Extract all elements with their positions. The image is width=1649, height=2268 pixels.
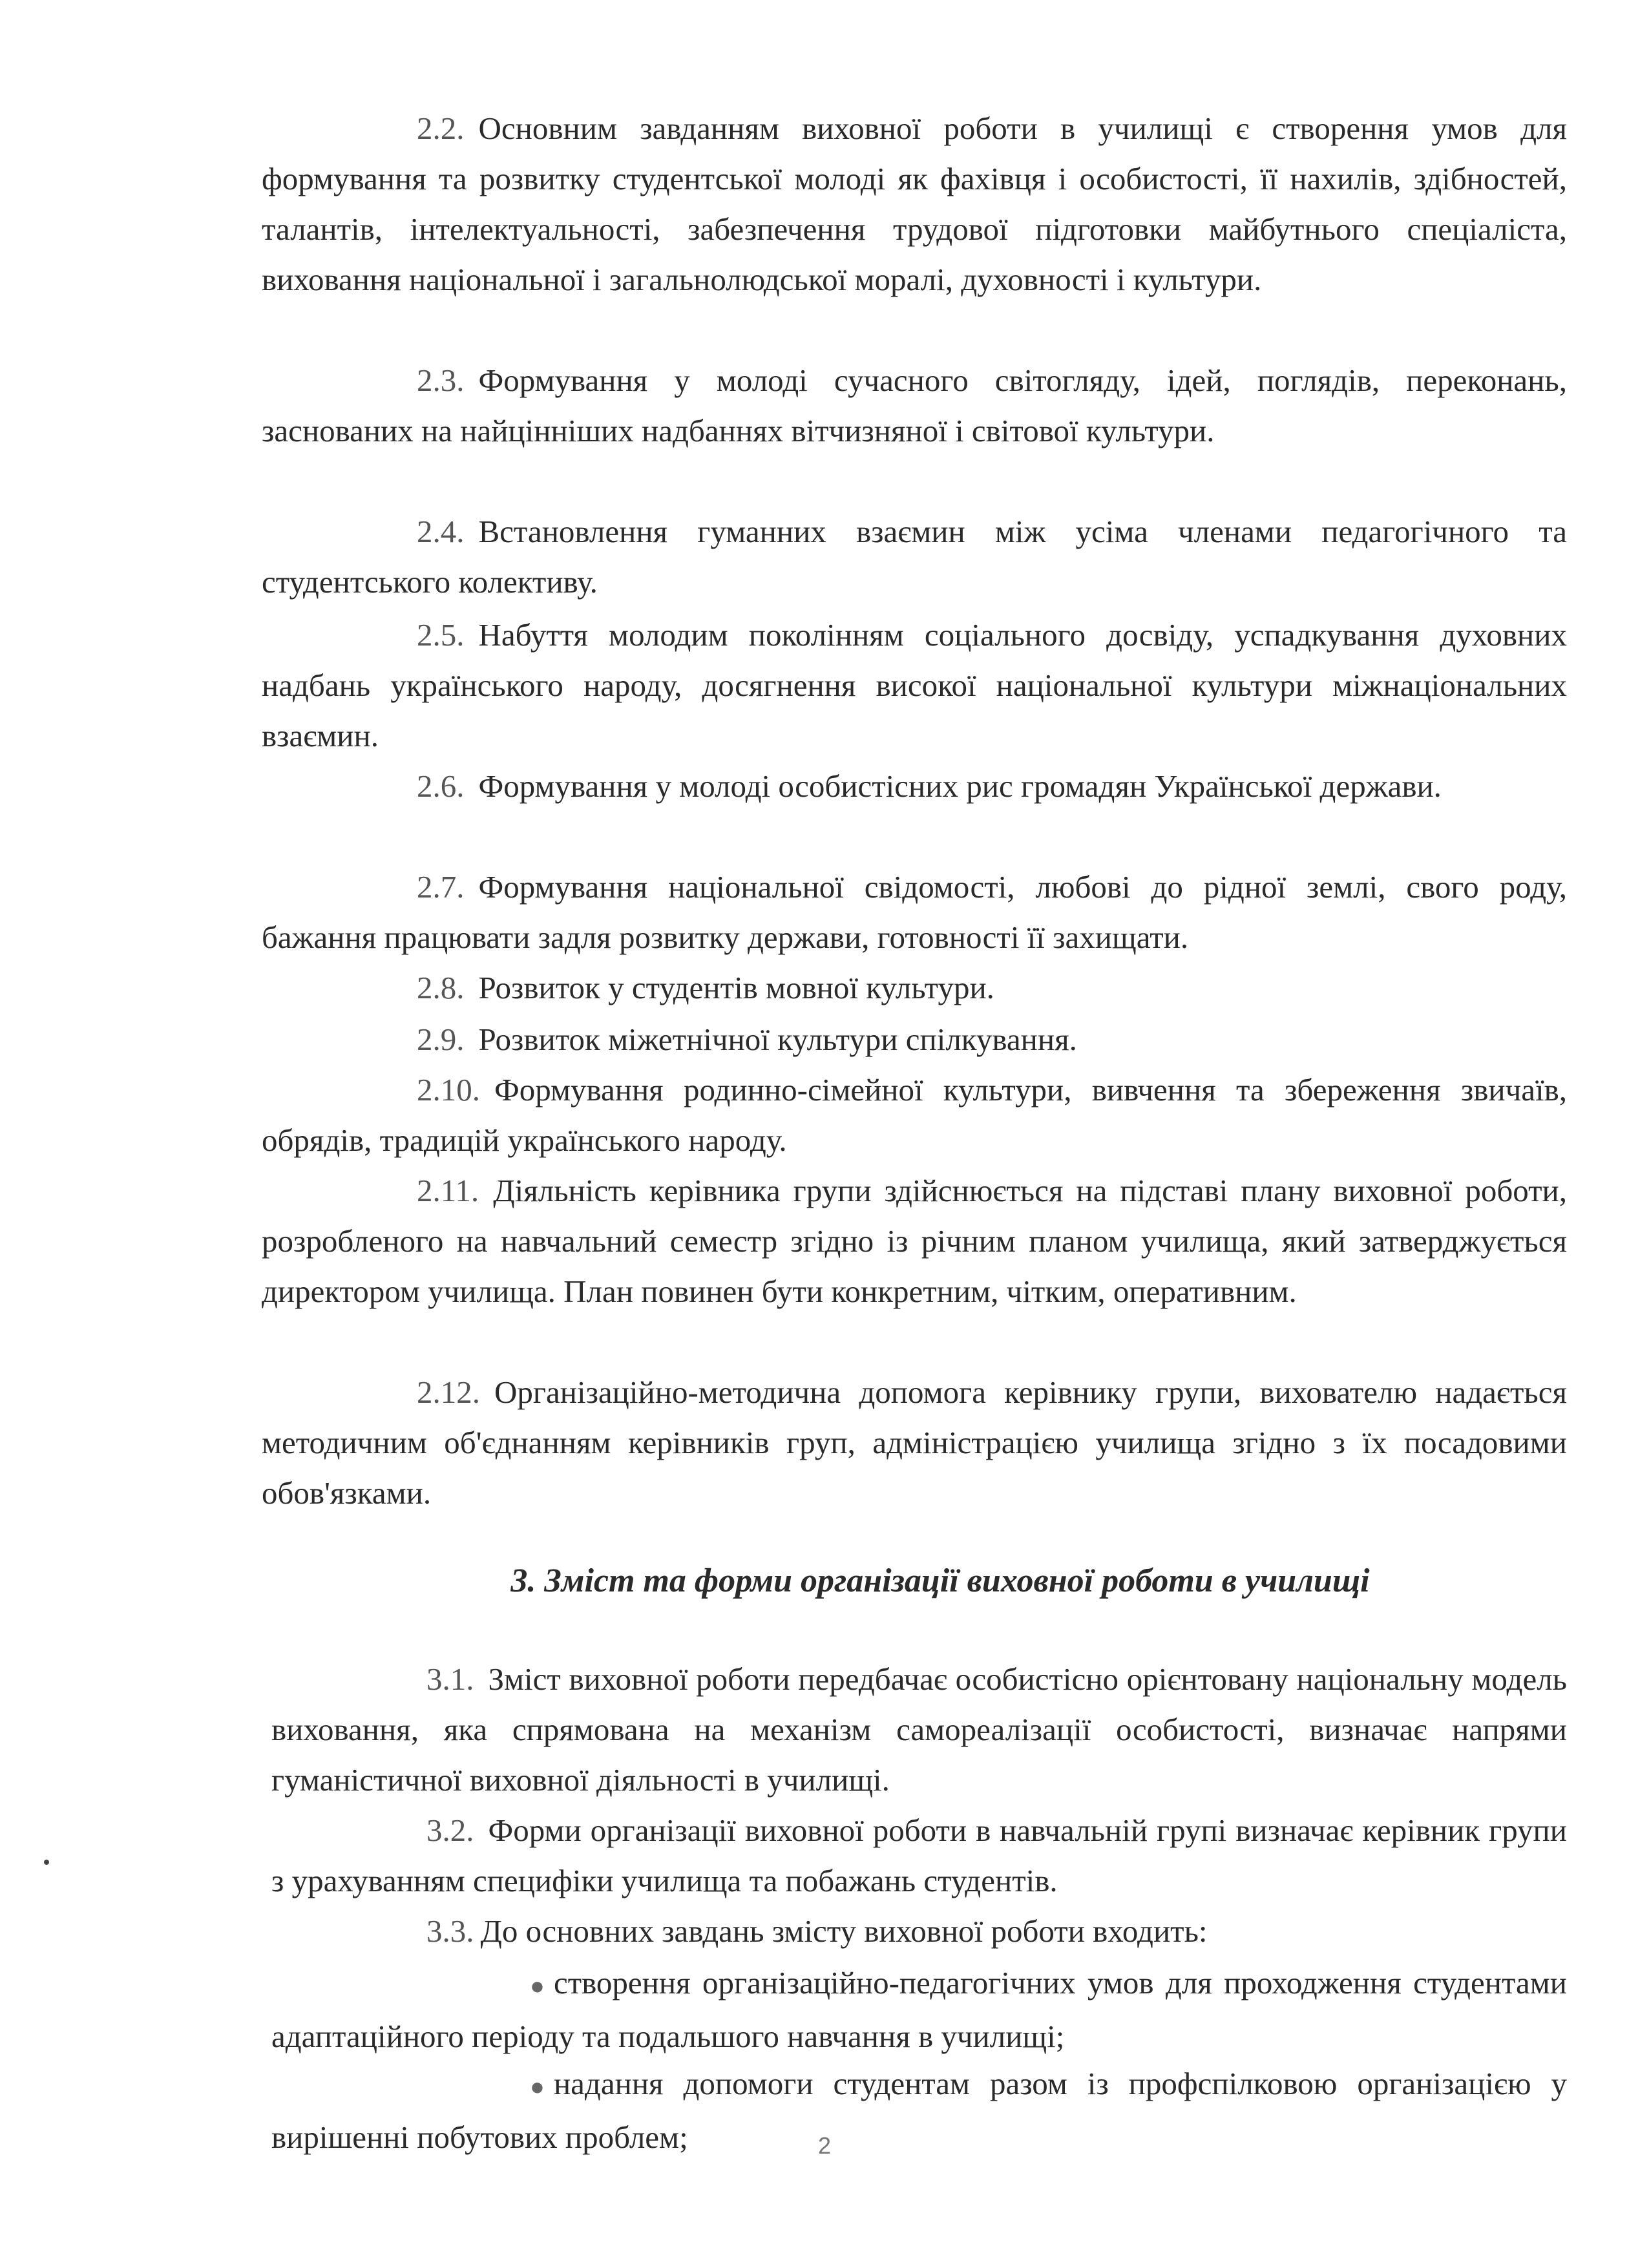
paragraph-number: 2.9.	[417, 1022, 465, 1057]
paragraph-2-2	[262, 103, 1567, 305]
paragraph-text: До основних завдань змісту виховної роботи входить:	[480, 1913, 1208, 1949]
paragraph-text: Формування національної свідомості, любові до рідної землі, свого роду, бажання працювати задля розвитку держави, готовності її захищати.	[262, 869, 1567, 955]
paragraph-number: 2.8.	[417, 970, 465, 1005]
paragraph-number: 2.12.	[417, 1374, 480, 1410]
paragraph-number: 2.5.	[417, 617, 465, 653]
paragraph-number: 2.3.	[417, 362, 465, 398]
scan-speck	[44, 1860, 49, 1865]
section-heading: 3. Зміст та форми організації виховної роботи в училищі	[510, 1562, 1370, 1599]
paragraph-text: Формування родинно-сімейної культури, вивчення та збереження звичаїв, обрядів, традицій українського народу.	[262, 1072, 1567, 1158]
paragraph-2-12	[262, 1367, 1567, 1518]
bullet-icon: ●	[530, 1972, 545, 2000]
paragraph-text: Розвиток міжетнічної культури спілкування.	[478, 1022, 1077, 1057]
paragraph-number: 2.4.	[417, 514, 465, 549]
paragraph-2-9	[262, 1014, 1567, 1065]
bullet-icon: ●	[530, 2073, 545, 2101]
paragraph-3-3	[271, 1906, 1567, 1957]
paragraph-text: Розвиток у студентів мовної культури.	[478, 970, 994, 1005]
bullet-text: створення організаційно-педагогічних умов для проходження студентами адаптаційного періоду та подальшого навчання в училищі;	[271, 1965, 1567, 2054]
paragraph-text: Основним завданням виховної роботи в училищі є створення умов для формування та розвитку студентської молоді як фахівця і особистості, її нахилів, здібностей, талантів, інтелектуальності, забезпечення трудової підготовки майбутнього спеціаліста, виховання національної і загальнолюдської моралі, духовності і культури.	[262, 110, 1567, 297]
paragraph-number: 3.3.	[426, 1913, 474, 1949]
paragraph-text: Набуття молодим поколінням соціального досвіду, успадкування духовних надбань українського народу, досягнення високої національної культури міжнаціональних взаємин.	[262, 617, 1567, 753]
paragraph-2-8	[262, 963, 1567, 1013]
paragraph-number: 3.2.	[426, 1812, 474, 1848]
paragraph-number: 2.2.	[417, 110, 465, 146]
paragraph-2-4	[262, 507, 1567, 607]
page-number: 2	[817, 2132, 832, 2159]
paragraph-text: Формування у молоді особистісних рис громадян Української держави.	[478, 768, 1442, 804]
paragraph-number: 3.1.	[426, 1661, 474, 1697]
paragraph-number: 2.11.	[417, 1173, 479, 1208]
paragraph-text: Організаційно-методична допомога керівнику групи, вихователю надається методичним об'єднанням керівників груп, адміністрацією училища згідно з їх посадовими обов'язками.	[262, 1374, 1567, 1511]
paragraph-number: 2.7.	[417, 869, 465, 905]
paragraph-3-1	[271, 1654, 1567, 1805]
paragraph-2-7	[262, 862, 1567, 963]
paragraph-text: Формування у молоді сучасного світогляду, ідей, поглядів, переконань, заснованих на найцінніших надбаннях вітчизняної і світової культури.	[262, 362, 1567, 448]
paragraph-text: Зміст виховної роботи передбачає особистісно орієнтовану національну модель виховання, яка спрямована на механізм самореалізації особистості, визначає напрями гуманістичної виховної діяльності в училищі.	[271, 1661, 1567, 1798]
paragraph-text: Встановлення гуманних взаємин між усіма членами педагогічного та студентського колективу.	[262, 514, 1567, 600]
paragraph-2-11	[262, 1166, 1567, 1317]
paragraph-2-3	[262, 355, 1567, 456]
paragraph-number: 2.10.	[417, 1072, 480, 1108]
bullet-text: надання допомоги студентам разом із профспілковою організацією у вирішенні побутових проблем;	[271, 2066, 1567, 2155]
paragraph-2-6	[262, 761, 1567, 812]
bullet-item	[271, 1958, 1567, 2062]
paragraph-3-2	[271, 1805, 1567, 1906]
paragraph-text: Діяльність керівника групи здійснюється на підставі плану виховної роботи, розробленого на навчальний семестр згідно із річним планом училища, який затверджується директором училища. План повинен бути конкретним, чітким, оперативним.	[262, 1173, 1567, 1309]
paragraph-2-10	[262, 1065, 1567, 1166]
paragraph-2-5	[262, 610, 1567, 761]
paragraph-text: Форми організації виховної роботи в навчальній групі визначає керівник групи з урахуванням специфіки училища та побажань студентів.	[271, 1812, 1567, 1898]
paragraph-number: 2.6.	[417, 768, 465, 804]
